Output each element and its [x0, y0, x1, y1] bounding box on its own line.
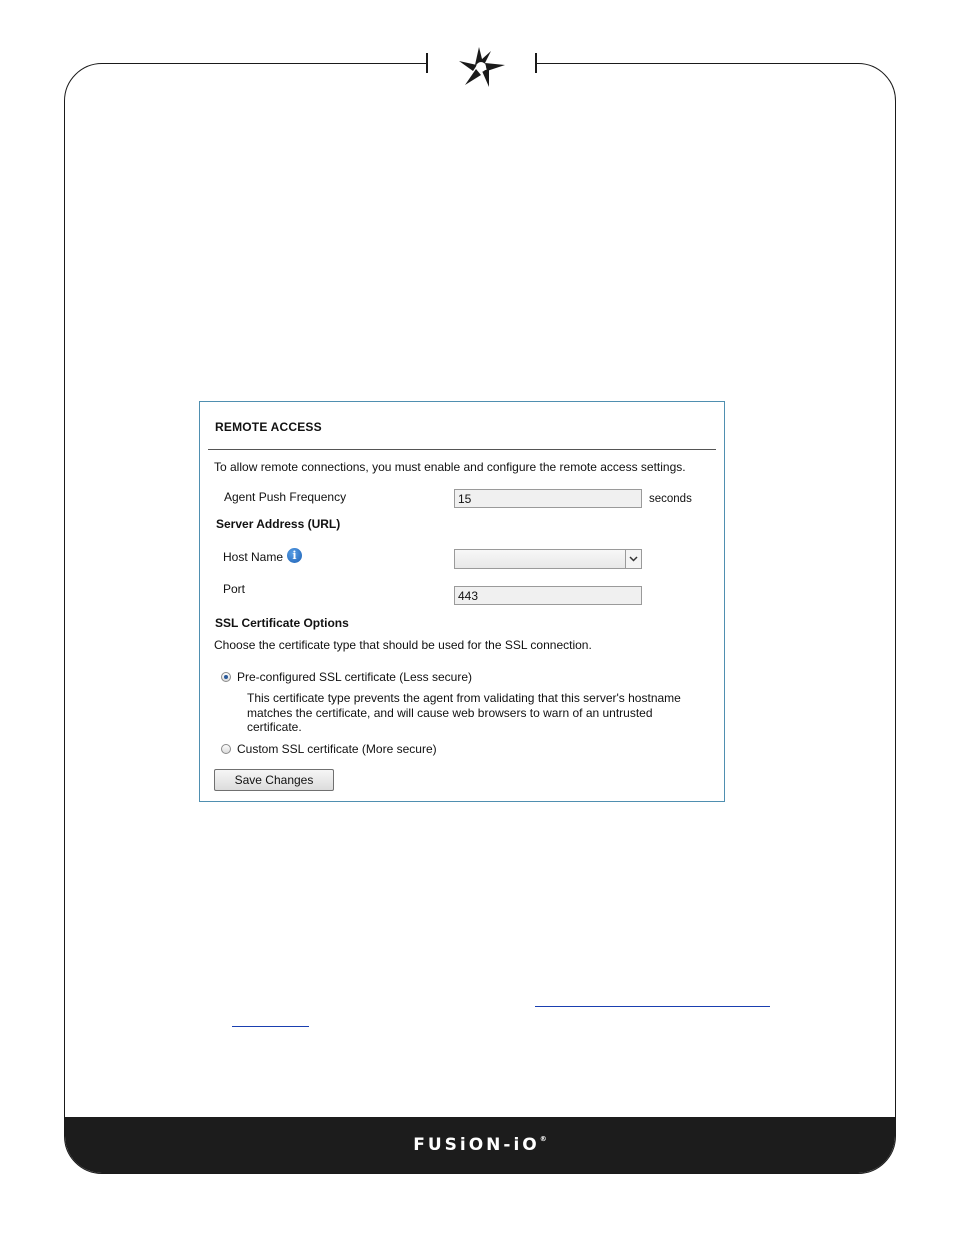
save-changes-button[interactable]: Save Changes — [214, 769, 334, 791]
header-tick-left — [426, 53, 428, 73]
server-address-heading: Server Address (URL) — [216, 517, 341, 531]
ssl-intro-text: Choose the certificate type that should be used for the SSL connection. — [214, 638, 592, 652]
panel-intro-text: To allow remote connections, you must enable and configure the remote access settings. — [214, 460, 686, 474]
host-name-label: Host Name — [223, 550, 284, 564]
footer-brand-logo: FUSiON-iO® — [413, 1135, 547, 1155]
panel-divider — [208, 449, 716, 450]
link-underline[interactable] — [232, 1026, 309, 1027]
seconds-unit-label: seconds — [649, 493, 692, 505]
port-label: Port — [223, 582, 246, 596]
header-tick-right — [535, 53, 537, 73]
panel-title: REMOTE ACCESS — [215, 420, 322, 434]
remote-access-panel — [199, 401, 725, 802]
preconfigured-ssl-radio[interactable] — [221, 672, 231, 682]
preconfigured-ssl-label[interactable]: Pre-configured SSL certificate (Less secure) — [237, 670, 472, 684]
custom-ssl-radio[interactable] — [221, 744, 231, 754]
ssl-options-heading: SSL Certificate Options — [215, 616, 349, 630]
footer-bar — [65, 1117, 895, 1173]
custom-ssl-label[interactable]: Custom SSL certificate (More secure) — [237, 742, 437, 756]
chevron-down-icon[interactable] — [625, 550, 641, 568]
agent-push-frequency-label: Agent Push Frequency — [224, 490, 347, 504]
agent-push-frequency-input[interactable] — [454, 489, 642, 508]
port-input[interactable] — [454, 586, 642, 605]
host-name-select[interactable] — [454, 549, 642, 569]
info-icon[interactable]: i — [287, 548, 302, 563]
link-underline[interactable] — [535, 1006, 770, 1007]
fusion-io-star-logo-icon — [455, 45, 507, 89]
preconfigured-ssl-description: This certificate type prevents the agent from validating that this server's hostname matches the certificate, and will cause web browsers to warn of an untrusted certificate. — [247, 691, 681, 734]
